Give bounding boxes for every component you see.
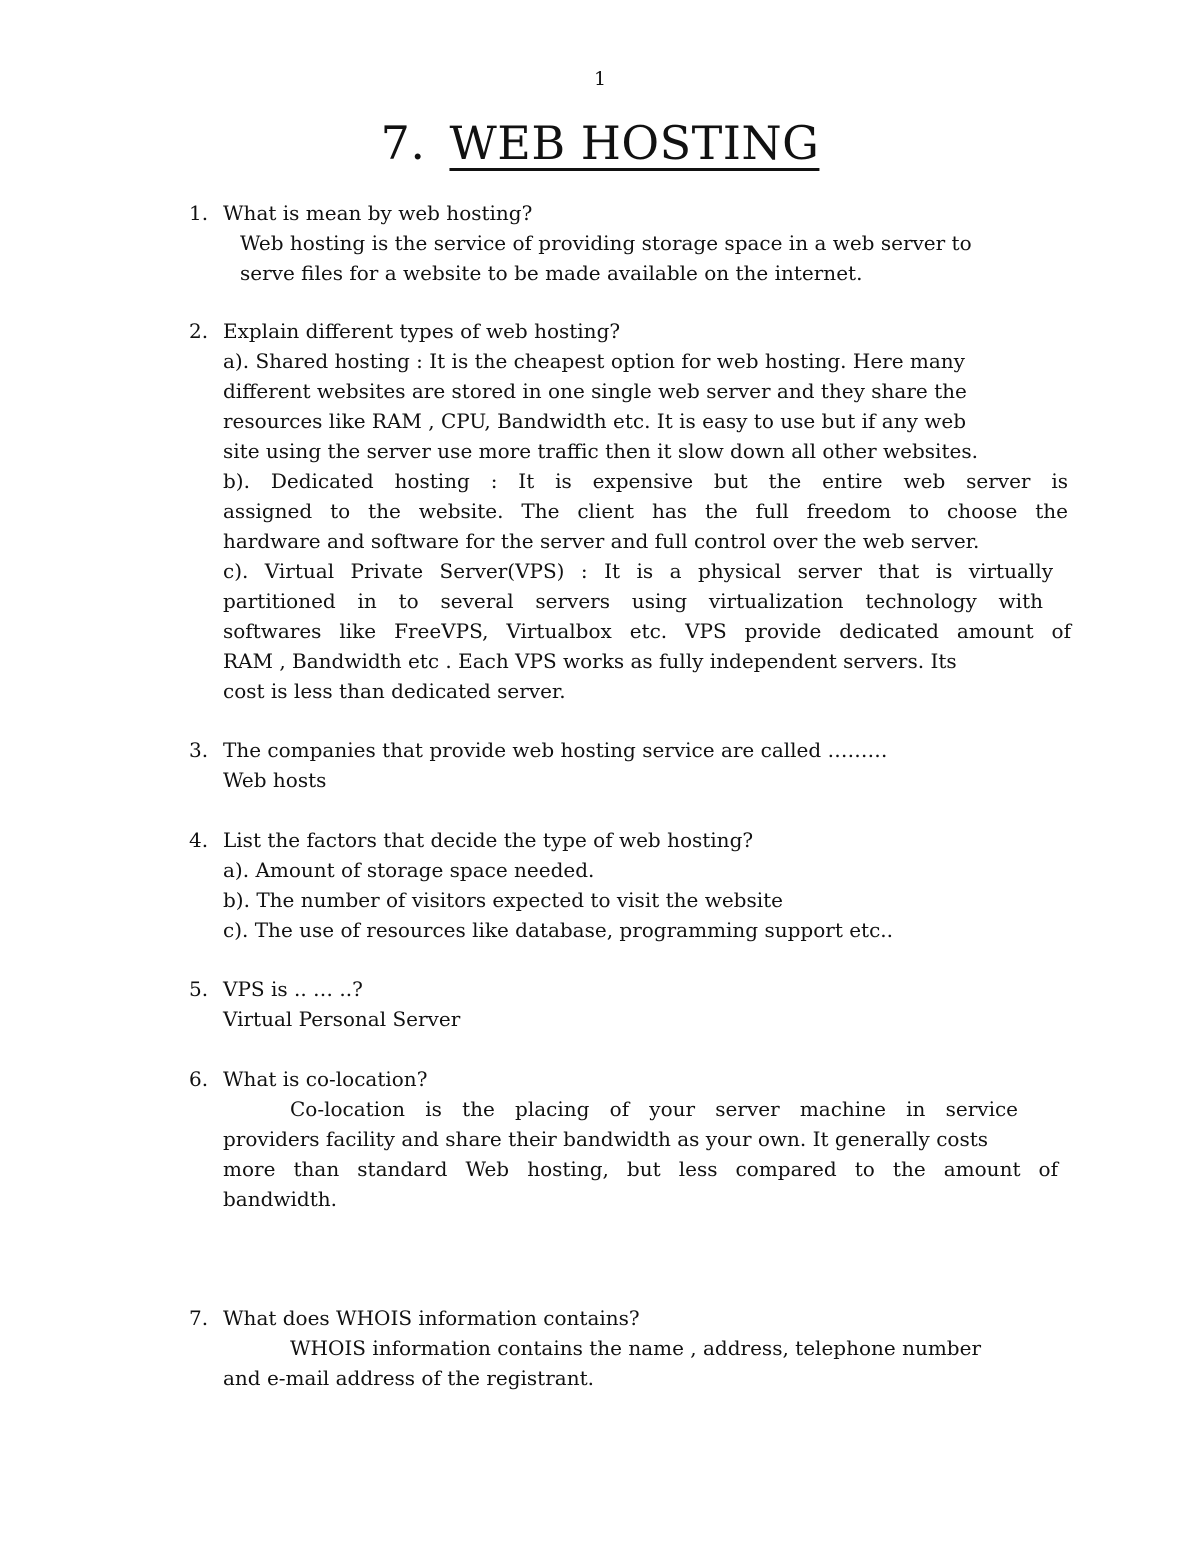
page-title (0, 116, 1200, 170)
answer-line: b). The number of visitors expected to visit the website (223, 888, 784, 912)
answer-line: and e-mail address of the registrant. (223, 1366, 594, 1390)
question-number: 5. (189, 977, 209, 1001)
question-text: The companies that provide web hosting service are called ……… (223, 738, 888, 762)
answer-line: RAM , Bandwidth etc . Each VPS works as fully independent servers. Its (223, 649, 957, 673)
answer-line: serve files for a website to be made available on the internet. (240, 261, 863, 285)
answer-line: different websites are stored in one single web server and they share the (223, 379, 967, 403)
answer-line: b). Dedicated hosting : It is expensive but the entire web server is (223, 469, 1068, 493)
question-number: 6. (189, 1067, 209, 1091)
question-number: 7. (189, 1306, 209, 1330)
answer-line: Web hosting is the service of providing storage space in a web server to (240, 231, 972, 255)
chapter-title: WEB HOSTING (449, 116, 820, 170)
question-number: 3. (189, 738, 209, 762)
answer-line: more than standard Web hosting, but less compared to the amount of (223, 1157, 1058, 1181)
question-text: What is mean by web hosting? (223, 201, 533, 225)
answer-line: c). The use of resources like database, programming support etc.. (223, 918, 893, 942)
answer-line: providers facility and share their bandwidth as your own. It generally costs (223, 1127, 989, 1151)
question-text: Explain different types of web hosting? (223, 319, 621, 343)
chapter-number: 7. (380, 116, 426, 170)
answer-line: Co-location is the placing of your server machine in service (290, 1097, 1018, 1121)
question-text: List the factors that decide the type of web hosting? (223, 828, 754, 852)
question-text: What is co-location? (223, 1067, 428, 1091)
answer-line: c). Virtual Private Server(VPS) : It is a physical server that is virtually (223, 559, 1053, 583)
page-number: 1 (593, 68, 607, 90)
question-text: VPS is .. … ..? (223, 977, 363, 1001)
answer-line: bandwidth. (223, 1187, 338, 1211)
answer-line: WHOIS information contains the name , address, telephone number (290, 1336, 982, 1360)
answer-line: cost is less than dedicated server. (223, 679, 566, 703)
answer-line: softwares like FreeVPS, Virtualbox etc. VPS provide dedicated amount of (223, 619, 1071, 643)
answer-line: a). Amount of storage space needed. (223, 858, 595, 882)
question-number: 4. (189, 828, 209, 852)
answer-line: a). Shared hosting : It is the cheapest option for web hosting. Here many (223, 349, 965, 373)
question-number: 2. (189, 319, 209, 343)
answer-line: assigned to the website. The client has the full freedom to choose the (223, 499, 1068, 523)
question-number: 1. (189, 201, 209, 225)
answer-line: partitioned in to several servers using virtualization technology with (223, 589, 1043, 613)
question-text: What does WHOIS information contains? (223, 1306, 640, 1330)
answer-line: hardware and software for the server and full control over the web server. (223, 529, 980, 553)
answer-line: site using the server use more traffic then it slow down all other websites. (223, 439, 978, 463)
answer-line: Virtual Personal Server (223, 1007, 461, 1031)
answer-line: resources like RAM , CPU, Bandwidth etc. It is easy to use but if any web (223, 409, 967, 433)
answer-line: Web hosts (223, 768, 327, 792)
